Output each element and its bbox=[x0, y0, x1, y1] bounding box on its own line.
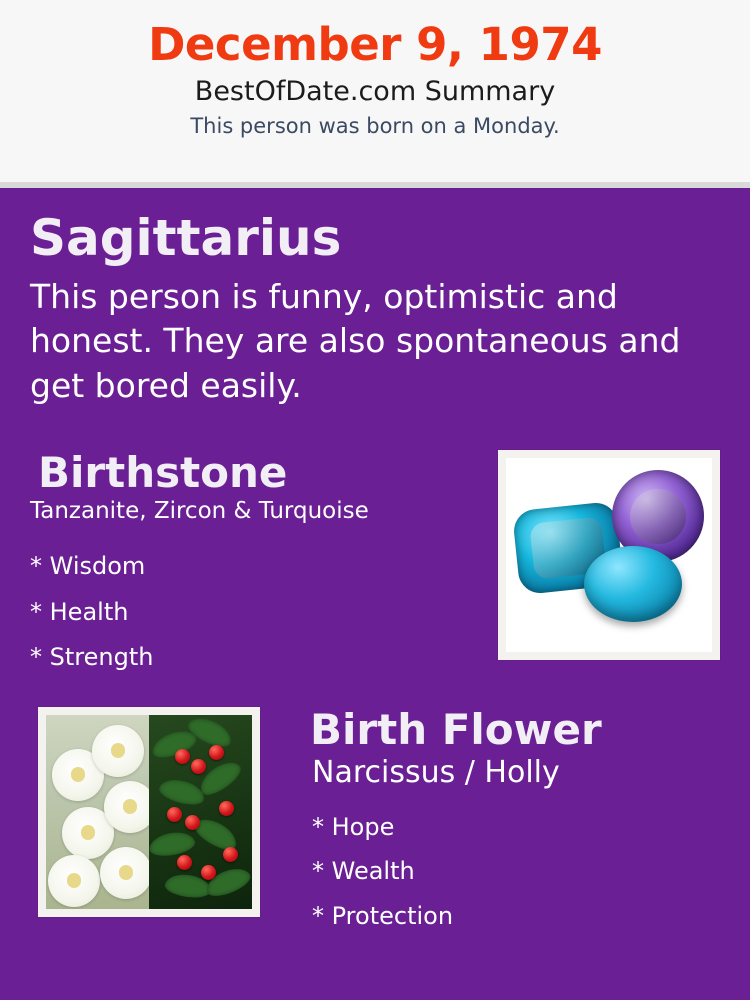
birthflower-trait: * Wealth bbox=[312, 857, 415, 886]
birthflower-traits bbox=[312, 805, 720, 938]
birthflower-text bbox=[280, 704, 720, 938]
zodiac-description: This person is funny, optimistic and honest. They are also spontaneous and get bored easily. bbox=[30, 276, 681, 405]
birth-date-title: December 9, 1974 bbox=[148, 18, 602, 71]
site-summary-label: BestOfDate.com Summary bbox=[194, 76, 556, 107]
birthflower-trait: * Hope bbox=[312, 812, 395, 841]
birthflower-names: Narcissus / Holly bbox=[312, 754, 560, 790]
holly-image bbox=[149, 715, 252, 909]
birthflower-image-inner bbox=[46, 715, 252, 909]
birthstone-image-inner bbox=[506, 458, 712, 652]
birthstone-trait: * Health bbox=[30, 597, 129, 626]
birthflower-trait: * Protection bbox=[312, 901, 454, 930]
birthstone-text bbox=[30, 450, 470, 681]
birthflower-section bbox=[30, 704, 720, 938]
birthstone-trait: * Wisdom bbox=[30, 551, 146, 580]
card-body bbox=[0, 188, 750, 1000]
birthflower-photo bbox=[38, 707, 260, 917]
birthstone-title: Birthstone bbox=[38, 448, 288, 498]
birth-weekday-note: This person was born on a Monday. bbox=[190, 113, 560, 138]
birthstone-names: Tanzanite, Zircon & Turquoise bbox=[30, 498, 369, 525]
birthstone-trait: * Strength bbox=[30, 643, 154, 672]
zodiac-sign-title: Sagittarius bbox=[30, 209, 342, 267]
birthstone-photo bbox=[498, 450, 720, 660]
birthstone-section bbox=[30, 450, 720, 681]
turquoise-gem-icon bbox=[584, 546, 682, 622]
narcissus-image bbox=[46, 715, 149, 909]
birthflower-title: Birth Flower bbox=[310, 704, 602, 754]
card-header bbox=[0, 0, 750, 182]
